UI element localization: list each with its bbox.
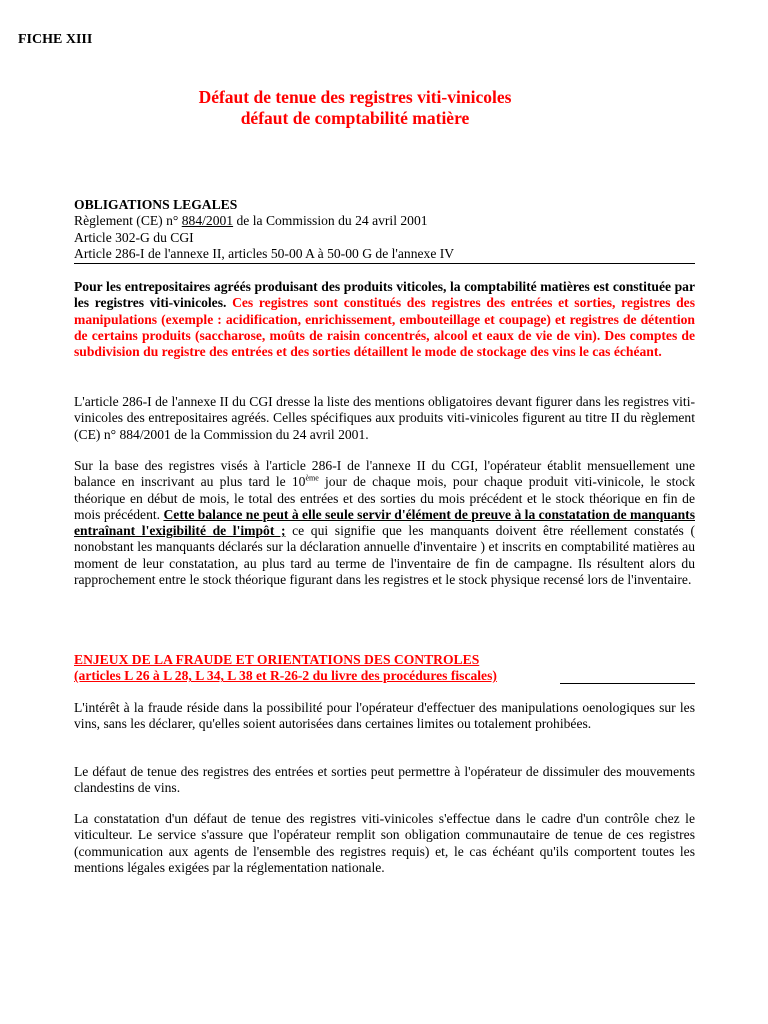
fiche-label: FICHE XIII: [18, 32, 93, 47]
legal-heading: OBLIGATIONS LEGALES: [74, 197, 238, 212]
legal-line-3: Article 286-I de l'annexe II, articles 50-00 A à 50-00 G de l'annexe IV: [74, 245, 455, 261]
paragraph-4: L'intérêt à la fraude réside dans la possibilité pour l'opérateur d'effectuer des manipulations oenologiques sur les vins, sans les déclarer, qu'elles soient autorisées dans certaines limites ou totalement prohibées.: [74, 700, 695, 732]
legal-line-2: Article 302-G du CGI: [74, 229, 194, 245]
title-line-1: Défaut de tenue des registres viti-vinicoles: [198, 87, 512, 107]
paragraph-3-emphasis: Cette balance ne peut à elle seule servir d'élément de preuve à la constatation de manquants entraînant l'exigibilité de l'impôt ;: [74, 506, 695, 539]
legal-line-1-pre: Règlement (CE) n°: [74, 213, 182, 229]
paragraph-3: [74, 458, 695, 588]
legal-line-1: [74, 213, 695, 229]
paragraph-3-b: jour de chaque mois, pour chaque produit viti-vinicole, le stock théorique en début de mois, le total des entrées et des sorties du mois précédent et le stock théorique en fin de mois précédent.: [74, 474, 696, 522]
paragraph-3-c: ce qui signifie que les manquants doivent être réellement constatés ( nonobstant les manquants déclarés sur la déclaration annuelle d'inventaire ) et inscrits en comptabilité matières au moment de leur constatation, au plus tard au terme de l'inventaire de fin de campagne. Ils résultent alors du rapprochement entre le stock théorique figurant dans les registres et le stock physique recensé lors de l'inventaire.: [74, 523, 695, 588]
paragraph-1-black: Pour les entrepositaires agréés produisant des produits viticoles, la comptabilité matières est constituée par les registres viti-vinicoles.: [74, 279, 695, 311]
title-line-2: défaut de comptabilité matière: [240, 108, 470, 128]
paragraph-3-sup: ème: [305, 473, 319, 483]
regulation-link[interactable]: 884/2001: [181, 213, 234, 229]
section-heading-fraude: [74, 652, 695, 685]
section-heading-line-2: (articles L 26 à L 28, L 34, L 38 et R-26-2 du livre des procédures fiscales): [74, 668, 497, 684]
paragraph-5: Le défaut de tenue des registres des entrées et sorties peut permettre à l'opérateur de dissimuler des mouvements clandestins de vins.: [74, 764, 695, 796]
document-title: [0, 87, 710, 129]
legal-divider: [74, 263, 695, 264]
legal-obligations: [74, 197, 695, 262]
paragraph-6: La constatation d'un défaut de tenue des registres viti-vinicoles s'effectue dans le cadre d'un contrôle chez le viticulteur. Le service s'assure que l'opérateur remplit son obligation communautaire de tenue de ces registres (communication aux agents de l'ensemble des registres requis) et, le cas échéant qu'ils comportent toutes les mentions légales exigées par la réglementation nationale.: [74, 811, 695, 875]
section-heading-line-1: ENJEUX DE LA FRAUDE ET ORIENTATIONS DES CONTROLES: [74, 652, 480, 667]
paragraph-1-red: Ces registres sont constitués des registres des entrées et sorties, registres des manipulations (exemple : acidification, enrichissement, embouteillage et coupage) et registres de détention de certains produits (saccharose, moûts de raisin concentrés, alcool et eaux de vie de vin). Des comptes de subdivision du registre des entrées et des sorties détaillent le mode de stockage des vins le cas échéant.: [74, 295, 695, 360]
paragraph-3-a: Sur la base des registres visés à l'article 286-I de l'annexe II du CGI, l'opérateur établit mensuellement une balance en inscrivant au plus tard le 10: [74, 458, 695, 490]
paragraph-1: [74, 279, 695, 360]
paragraph-2: L'article 286-I de l'annexe II du CGI dresse la liste des mentions obligatoires devant figurer dans les registres viti-vinicoles des entrepositaires agréés. Celles spécifiques aux produits viti-vinicoles figurent au titre II du règlement (CE) n° 884/2001 de la Commission du 24 avril 2001.: [74, 394, 695, 442]
legal-line-1-post: de la Commission du 24 avril 2001: [233, 213, 428, 229]
section-heading-rule: [560, 683, 695, 684]
